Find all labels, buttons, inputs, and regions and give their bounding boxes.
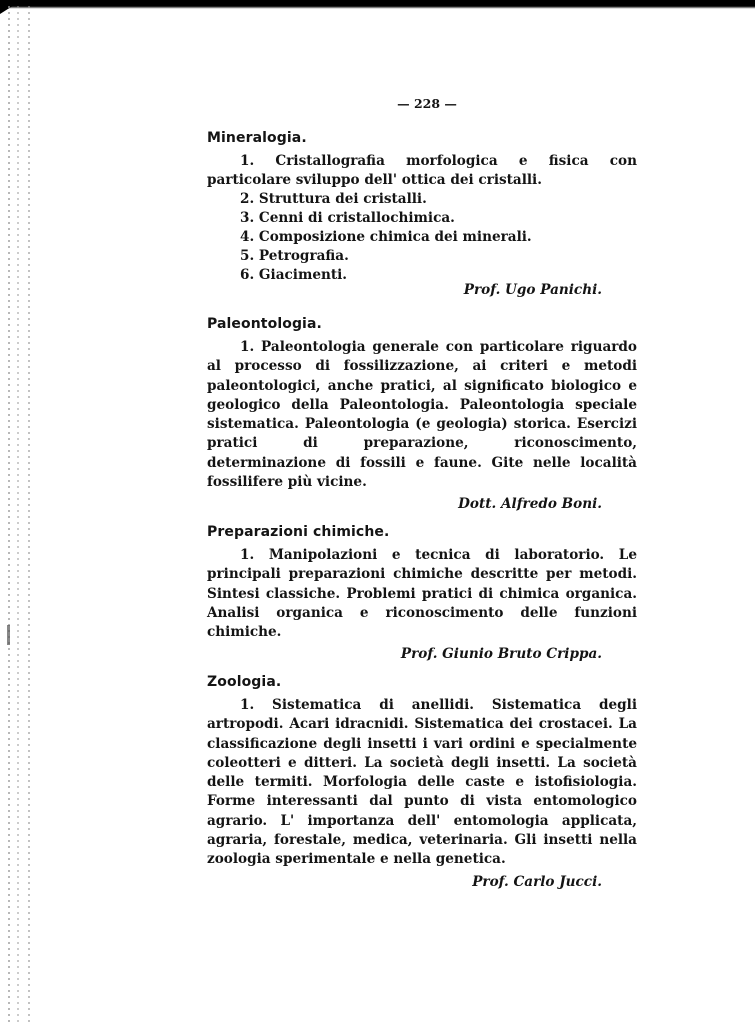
list-item: 4. Composizione chimica dei minerali. (240, 229, 532, 245)
list-item: 3. Cenni di cristallochimica. (240, 210, 455, 226)
scan-left-edge (17, 6, 19, 1024)
section-heading: Mineralogia. (207, 130, 307, 146)
section-paleontologia (207, 316, 637, 512)
list-item: 6. Giacimenti. (240, 267, 348, 283)
section-heading: Paleontologia. (207, 316, 322, 332)
section-heading: Zoologia. (207, 674, 282, 690)
list-item: 5. Petrografia. (240, 248, 349, 264)
professor-attribution: Dott. Alfredo Boni. (458, 496, 602, 513)
section-preparazioni-chimiche (207, 524, 637, 662)
scan-top-border (0, 0, 755, 9)
section-mineralogia (207, 130, 637, 298)
section-zoologia (207, 674, 637, 890)
section-paragraph: 1. Manipolazioni e tecnica di laboratorio. Le principali preparazioni chimiche descritte per metodi. Sintesi classiche. Problemi pratici di chimica organica. Analisi organica e riconoscimento delle funzioni chimiche. (207, 547, 637, 641)
professor-attribution: Prof. Giunio Bruto Crippa. (400, 646, 602, 663)
professor-attribution: Prof. Carlo Jucci. (472, 873, 602, 890)
list-item: 1. Cristallografia morfologica e fisica con particolare sviluppo dell' ottica dei cristalli. (207, 153, 637, 188)
scan-left-edge (28, 6, 30, 1024)
section-paragraph: 1. Paleontologia generale con particolare riguardo al processo di fossilizzazione, ai criteri e metodi paleontologici, anche pratici, al significato biologico e geologico della Paleontologia. Paleontologia speciale sistematica. Paleontologia (e geologia) storica. Esercizi pratici di preparazione, riconoscimento, determinazione di fossili e faune. Gite nelle località fossilifere più vicine. (207, 339, 637, 491)
item-list (207, 152, 637, 285)
professor-attribution: Prof. Ugo Panichi. (463, 282, 602, 298)
section-paragraph: 1. Sistematica di anellidi. Sistematica degli artropodi. Acari idracnidi. Sistematica dei crostacei. La classificazione degli insetti i vari ordini e specialmente coleotteri e ditteri. La società degli insetti. La società delle termiti. Morfologia delle caste e istofisiologia. Forme interessanti dal punto di vista entomologico agrario. L' importanza dell' entomologia applicata, agraria, forestale, medica, veterinaria. Gli insetti nella zoologia sperimentale e nella genetica. (207, 697, 637, 868)
scan-left-edge (8, 6, 10, 1024)
list-item: 2. Struttura dei cristalli. (240, 191, 427, 207)
section-heading: Preparazioni chimiche. (207, 524, 390, 540)
scan-edge-smudge (7, 625, 10, 645)
page-number: — 228 — (397, 96, 457, 111)
